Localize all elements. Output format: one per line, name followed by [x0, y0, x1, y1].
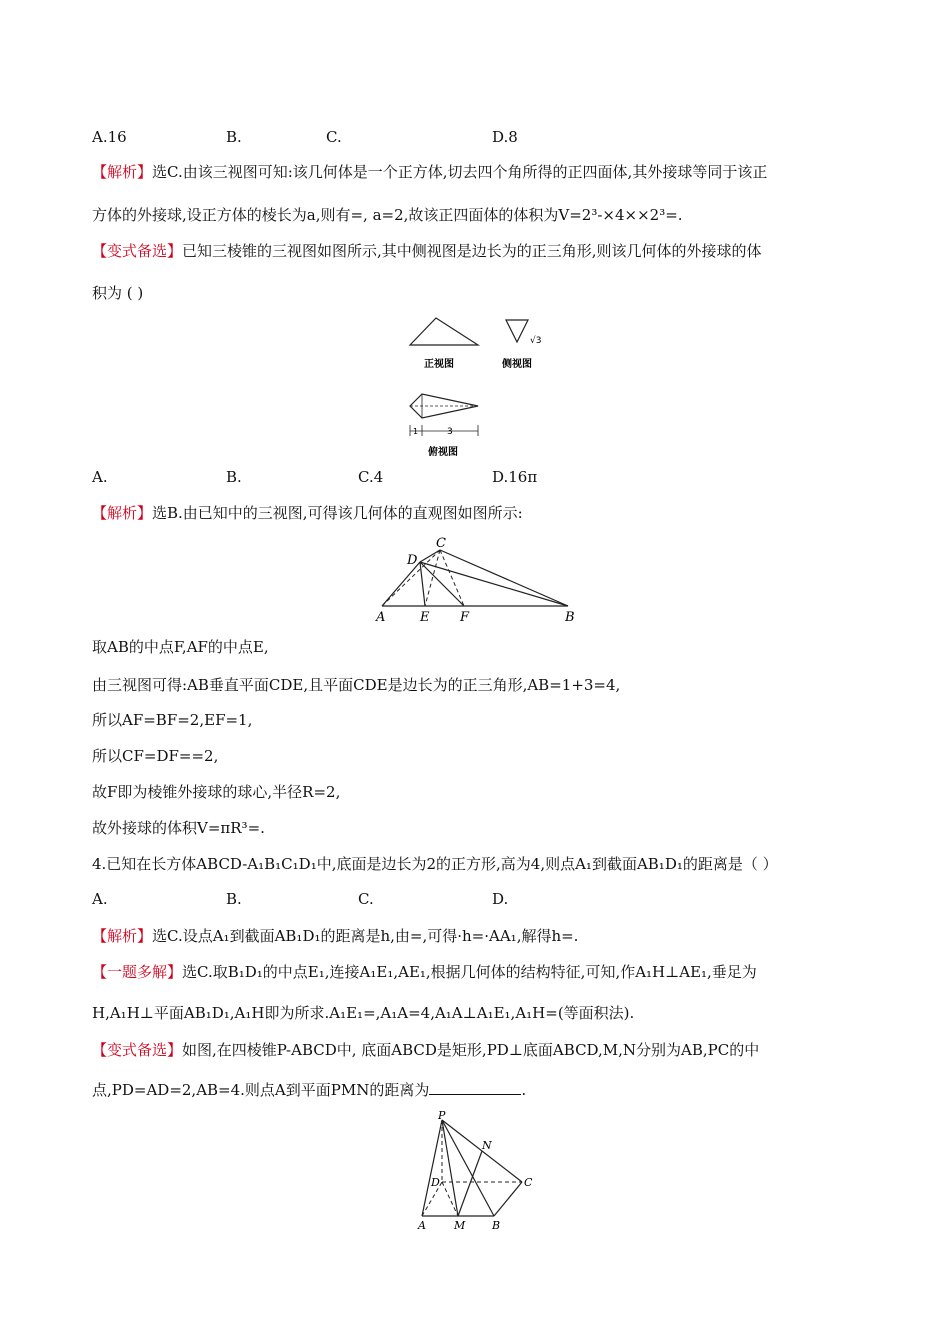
- point-B-label: B: [492, 1219, 501, 1232]
- edge-DE: [420, 562, 425, 606]
- point-N-label: N: [482, 1139, 492, 1152]
- q3-analysis-line2: 方体的外接球,设正方体的棱长为a,则有=, a=2,故该正四面体的体积为V=2³-×4××2³=.: [92, 206, 683, 224]
- variant2-text1: 如图,在四棱锥P-ABCD中, 底面ABCD是矩形,PD⊥底面ABCD,M,N分别为AB,PC的中: [182, 1041, 760, 1059]
- sol1-line-intro: [92, 503, 523, 523]
- point-B-label: B: [565, 610, 575, 625]
- point-D-label: D: [431, 1176, 440, 1189]
- top-view-label: 俯视图: [428, 447, 458, 458]
- variant2-text2: 点,PD=AD=2,AB=4.则点A到平面PMN的距离为: [92, 1081, 430, 1099]
- sol1-line-2: 由三视图可得:AB垂直平面CDE,且平面CDE是边长为的正三角形,AB=1+3=4,: [92, 676, 621, 694]
- q4-analysis: [92, 926, 578, 946]
- front-view-label: 正视图: [424, 359, 454, 370]
- edge-PA: [422, 1120, 442, 1216]
- sol1-line-1: 取AB的中点F,AF的中点E,: [92, 638, 269, 656]
- variant1-option-b: B.: [226, 468, 242, 486]
- point-F-label: F: [460, 610, 470, 625]
- dim-label-3: 3: [447, 427, 453, 437]
- variant1-line2: 积为 ( ): [92, 284, 144, 302]
- edge-MN: [458, 1151, 482, 1216]
- q4-multi-line2: H,A₁H⊥平面AB₁D₁,A₁H即为所求.A₁E₁=,A₁A=4,A₁A⊥A₁E₁,A₁H=(等面积法).: [92, 1004, 635, 1022]
- q3-analysis-line1: [92, 162, 767, 182]
- point-P-label: P: [438, 1110, 446, 1122]
- sol1-line-6: 故外接球的体积V=πR³=.: [92, 819, 265, 837]
- edge-BC: [494, 1182, 522, 1216]
- answer-blank[interactable]: [429, 1080, 521, 1095]
- q4-multi-text1: 选C.取B₁D₁的中点E₁,连接A₁E₁,AE₁,根据几何体的结构特征,可知,作A₁H⊥AE₁,垂足为: [182, 963, 757, 981]
- q3-option-a: A.16: [92, 128, 127, 146]
- analysis-tag: 【解析】: [92, 163, 153, 181]
- q4-option-b: B.: [226, 890, 242, 908]
- variant1-option-d: D.16π: [492, 468, 538, 486]
- sol1-line-5: 故F即为棱锥外接球的球心,半径R=2,: [92, 783, 341, 801]
- sol1-text-intro: 选B.由已知中的三视图,可得该几何体的直观图如图所示:: [152, 504, 523, 522]
- sol1-line-3: 所以AF=BF=2,EF=1,: [92, 711, 253, 729]
- point-M-label: M: [454, 1219, 466, 1232]
- variant2-line1: [92, 1040, 759, 1060]
- q4-stem: 4.已知在长方体ABCD-A₁B₁C₁D₁中,底面是边长为2的正方形,高为4,则点A₁到截面AB₁D₁的距离是（ ）: [92, 855, 778, 873]
- pyramid-figure-2: [410, 1110, 540, 1235]
- edge-CB: [440, 550, 568, 606]
- dim-label-1: 1: [413, 427, 419, 436]
- point-A-label: A: [418, 1219, 426, 1232]
- q3-option-d: D.8: [492, 128, 518, 146]
- variant1-text1: 已知三棱锥的三视图如图所示,其中侧视图是边长为的正三角形,则该几何体的外接球的体: [182, 242, 762, 260]
- point-E-label: E: [420, 610, 430, 625]
- q3-analysis-text1: 选C.由该三视图可知:该几何体是一个正方体,切去四个角所得的正四面体,其外接球等同于该正: [152, 163, 768, 181]
- q3-option-b: B.: [226, 128, 242, 146]
- variant-tag: 【变式备选】: [92, 1041, 183, 1059]
- sol1-line-4: 所以CF=DF==2,: [92, 747, 219, 765]
- variant2-line2: [92, 1080, 526, 1100]
- edge-CE: [425, 550, 440, 606]
- point-C-label: C: [436, 536, 446, 551]
- side-view-label: 侧视图: [502, 359, 532, 370]
- variant2-text2-end: .: [521, 1081, 527, 1099]
- front-view-triangle: [410, 318, 478, 345]
- side-view-sqrt3: √3: [530, 336, 542, 346]
- variant1-line1: [92, 241, 762, 261]
- analysis-tag: 【解析】: [92, 927, 153, 945]
- q4-option-d: D.: [492, 890, 509, 908]
- side-view-triangle: [506, 320, 528, 342]
- q4-analysis-text: 选C.设点A₁到截面AB₁D₁的距离是h,由=,可得·h=·AA₁,解得h=.: [152, 927, 579, 945]
- q4-option-a: A.: [92, 890, 108, 908]
- point-D-label: D: [407, 553, 418, 568]
- point-C-label: C: [524, 1176, 533, 1189]
- variant-tag: 【变式备选】: [92, 242, 183, 260]
- q4-option-c: C.: [358, 890, 374, 908]
- analysis-tag: 【解析】: [92, 504, 153, 522]
- pyramid-figure-1: [370, 532, 590, 627]
- variant1-option-a: A.: [92, 468, 108, 486]
- three-view-figure: [400, 310, 570, 460]
- q4-multi-line1: [92, 962, 757, 982]
- point-A-label: A: [376, 610, 386, 625]
- q3-option-c: C.: [326, 128, 342, 146]
- multi-solution-tag: 【一题多解】: [92, 963, 183, 981]
- edge-AD: [382, 562, 420, 606]
- variant1-option-c: C.4: [358, 468, 384, 486]
